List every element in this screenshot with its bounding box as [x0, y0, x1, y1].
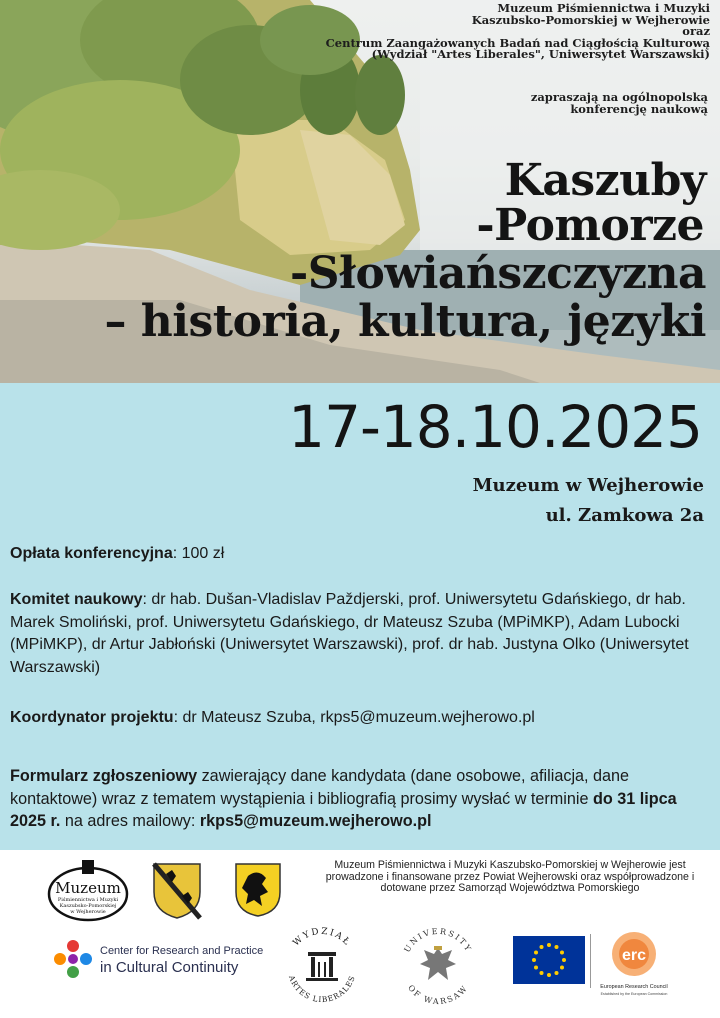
eu-star-icon — [560, 951, 564, 955]
form-deadline: do 31 lipca 2025 r. — [10, 789, 677, 830]
footer — [0, 850, 720, 1018]
invitation-line: zapraszają na ogólnopolską — [530, 90, 708, 104]
erc-logo — [594, 928, 674, 1010]
form-label: Formularz zgłoszeniowy — [10, 767, 198, 785]
artes-liberales-logo — [280, 924, 364, 1008]
eu-star-icon — [532, 958, 536, 962]
uw-logo-top: UNIVERSITY — [402, 926, 474, 955]
eu-star-icon — [560, 966, 564, 970]
uw-logo-bottom: OF WARSAW — [406, 983, 470, 1007]
invitation-line: konferencję naukową — [570, 101, 708, 116]
museum-logo-title: Muzeum — [55, 879, 121, 897]
form-text-2: na adres mailowy: — [60, 812, 200, 830]
invitation-text — [531, 92, 708, 116]
coordinator-label: Koordynator projektu — [10, 709, 174, 726]
museum-logo — [47, 856, 129, 922]
form-text: zawierający dane kandydata (dane osobowe, afiliacja, dane kontaktowe) wraz z tematem wystąpienia i bibliografią prosimy wysłać w terminie — [10, 767, 630, 808]
eu-star-icon — [534, 951, 538, 955]
svg-text:OF WARSAW — [406, 983, 470, 1006]
coordinator-text: : dr Mateusz Szuba, rkps5@muzeum.wejherowo.pl — [173, 709, 535, 726]
eu-star-icon — [547, 943, 551, 947]
fee-paragraph — [10, 543, 700, 566]
svg-text:ARTES LIBERALES — [287, 973, 357, 1004]
fee-label: Opłata konferencyjna — [10, 545, 173, 562]
footer-note: Muzeum Piśmiennictwa i Muzyki Kaszubsko-Pomorskiej w Wejherowie jest prowadzone i finansowane przez Powiat Wejherowski oraz współprowadzone i dotowane przez Samorząd Województwa Pomorskiego — [325, 859, 695, 895]
crp-line-2: in Cultural Continuity — [100, 959, 239, 976]
fee-value: : 100 zł — [172, 545, 225, 562]
committee-members: : dr hab. Dušan-Vladislav Paždjerski, prof. Uniwersytetu Gdańskiego, dr hab. Marek Smoliński, prof. Uniwersytetu Gdańskiego, dr Mateusz Szuba (MPiMKP), Adam Lubocki (MPiMKP), dr Artur Jabłoński (Uniwersytet Warszawski), prof. dr hab. Justyna Olko (Uniwersytet Warszawski) — [10, 591, 689, 676]
form-paragraph — [10, 765, 700, 833]
eu-star-icon — [540, 945, 544, 949]
museum-logo-sub2: Kaszubsko-Pomorskiej — [59, 903, 117, 909]
eu-star-icon — [555, 971, 559, 975]
committee-paragraph — [10, 589, 700, 679]
eu-star-icon — [562, 958, 566, 962]
eu-star-icon — [555, 945, 559, 949]
crp-line-1: Center for Research and Practice — [100, 945, 264, 957]
svg-text:WYDZIAŁ — [291, 927, 352, 949]
contact-email[interactable]: rkps5@muzeum.wejherowo.pl — [199, 812, 432, 830]
conference-title-line-3: -Słowiańszczyzna — [290, 248, 706, 299]
venue-address: ul. Zamkowa 2a — [545, 505, 704, 526]
info-band — [0, 383, 720, 850]
organizer-line: Kaszubsko-Pomorskiej w Wejherowie — [471, 12, 710, 27]
erc-logo-name: European Research Council — [600, 984, 668, 990]
museum-logo-sub3: w Wejherowie — [70, 909, 106, 915]
coordinator-paragraph — [10, 707, 700, 730]
pomorskie-coat-of-arms-icon — [234, 862, 282, 918]
organizer-line: oraz — [682, 24, 710, 39]
crp-logo-text — [100, 945, 263, 976]
crp-logo-icon — [52, 938, 94, 980]
eu-flag-icon — [513, 936, 585, 984]
organizer-line: (Wydział "Artes Liberales", Uniwersytet Warszawski) — [371, 47, 710, 62]
eu-star-icon — [534, 966, 538, 970]
event-date: 17-18.10.2025 — [288, 393, 702, 461]
organizer-line: Muzeum Piśmiennictwa i Muzyki — [497, 1, 710, 15]
venue-name: Muzeum w Wejherowie — [472, 475, 704, 496]
wal-logo-top: WYDZIAŁ — [291, 926, 353, 949]
committee-label: Komitet naukowy — [10, 591, 143, 608]
conference-title-line-2: -Pomorze — [476, 200, 704, 251]
conference-title-line-1: Kaszuby — [504, 155, 706, 206]
conference-title-line-4: – historia, kultura, języki — [104, 296, 706, 347]
organizer-block — [326, 3, 710, 61]
museum-logo-sub1: Piśmiennictwa i Muzyki — [57, 897, 119, 903]
organizer-line: Centrum Zaangażowanych Badań nad Ciągłością Kulturową — [325, 35, 710, 50]
university-of-warsaw-logo — [396, 924, 480, 1008]
county-coat-of-arms-icon — [152, 862, 202, 920]
logo-divider — [590, 934, 591, 988]
wal-logo-bottom: ARTES LIBERALES — [287, 974, 357, 1005]
eu-star-icon — [540, 971, 544, 975]
erc-logo-mark: erc — [621, 947, 647, 964]
eu-star-icon — [547, 973, 551, 977]
hero-section — [0, 0, 720, 383]
erc-logo-sub: Established by the European Commission — [600, 992, 668, 996]
